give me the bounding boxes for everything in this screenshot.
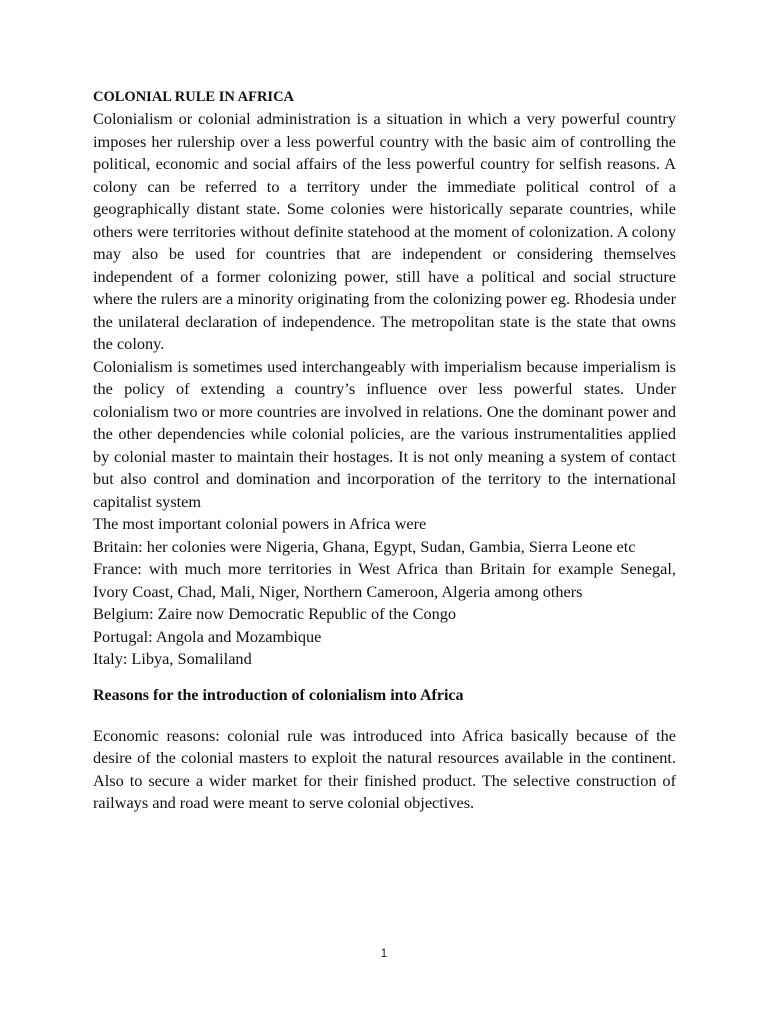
colonial-power-italy: Italy: Libya, Somaliland	[93, 649, 252, 668]
colonial-power-france: France: with much more territories in West Africa than Britain for example Senegal, Ivory Coast, Chad, Mali, Niger, Northern Cameroon, Algeria among others	[93, 559, 676, 601]
colonial-power-britain: Britain: her colonies were Nigeria, Ghana, Egypt, Sudan, Gambia, Sierra Leone etc	[93, 536, 636, 556]
colonial-power-portugal: Portugal: Angola and Mozambique	[93, 626, 322, 646]
section-heading: Reasons for the introduction of colonialism into Africa	[93, 686, 464, 704]
colonial-power-belgium: Belgium: Zaire now Democratic Republic of the Congo	[93, 604, 457, 623]
document-title: COLONIAL RULE IN AFRICA	[93, 89, 295, 105]
colonial-powers-list	[93, 536, 676, 671]
page-number: 1	[380, 946, 388, 960]
imperialism-paragraph: Colonialism is sometimes used interchangeably with imperialism because imperialism is the policy of extending a country’s influence over less powerful states. Under colonialism two or more countries are involved in relations. One the dominant power and the other dependencies while colonial policies, are the various instrumentalities applied by colonial master to maintain their hostages. It is not only meaning a system of contact but also control and domination and incorporation of the territory to the international capitalist system	[93, 356, 676, 511]
definition-paragraph: Colonialism or colonial administration is a situation in which a very powerful country imposes her rulership over a less powerful country with the basic aim of controlling the political, economic and social affairs of the less powerful country for selfish reasons. A colony can be referred to a territory under the immediate political control of a geographically distant state. Some colonies were historically separate countries, while others were territories without definite statehood at the moment of colonization. A colony may also be used for countries that are independent or considering themselves independent of a former colonizing power, still have a political and social structure where the rulers are a minority originating from the colonizing power eg. Rhodesia under the unilateral declaration of independence. The metropolitan state is the state that owns the colony.	[93, 109, 676, 353]
economic-reasons-paragraph: Economic reasons: colonial rule was introduced into Africa basically because of the desire of the colonial masters to exploit the natural resources available in the continent. Also to secure a wider market for their finished product. The selective construction of railways and road were meant to serve colonial objectives.	[93, 725, 676, 812]
colonial-powers-intro: The most important colonial powers in Africa were	[93, 514, 427, 533]
document-body	[93, 86, 676, 815]
